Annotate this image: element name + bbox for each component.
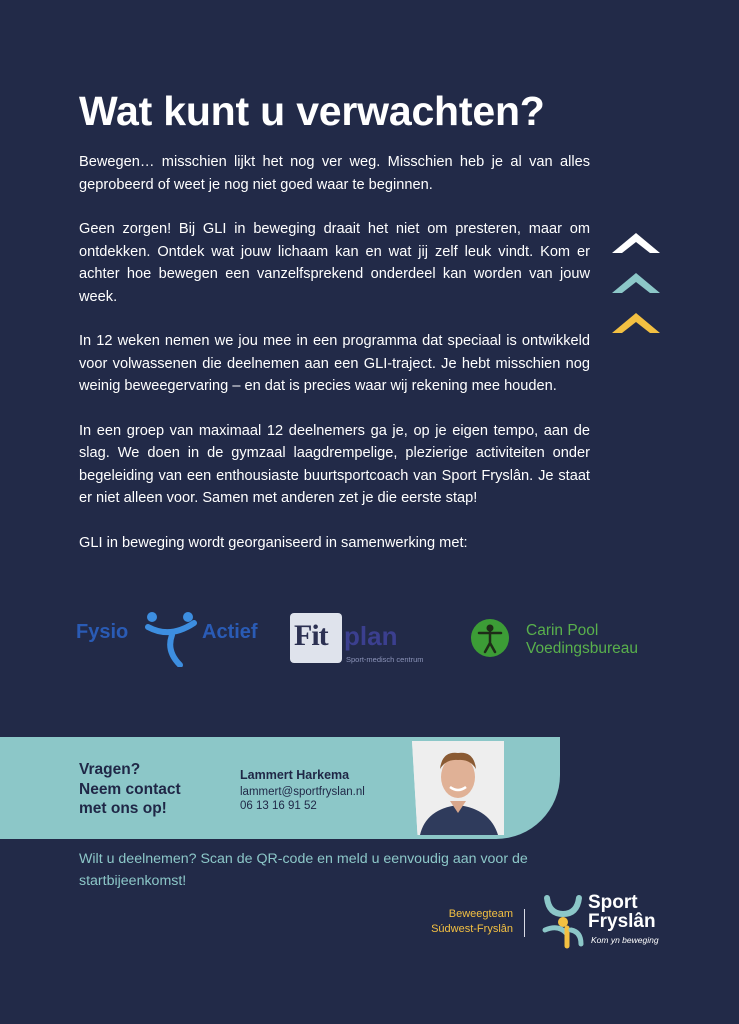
fitplan-logo	[290, 613, 460, 669]
fitplan-plan-text: plan	[344, 621, 398, 651]
contact-phone[interactable]: 06 13 16 91 52	[240, 800, 317, 812]
contact-details	[240, 768, 365, 813]
chevron-up-teal-icon	[612, 271, 660, 293]
contact-question	[79, 760, 219, 819]
actief-text: Actief	[202, 621, 258, 643]
paragraph: Bewegen… misschien lijkt het nog ver weg. Misschien heb je al van alles geprobeerd of weet je nog niet goed waar te beginnen.	[79, 154, 590, 193]
carin-subtitle: Voedingsbureau	[526, 640, 639, 657]
brand-sport: Sport	[588, 892, 638, 913]
carin-name: Carin Pool	[526, 622, 599, 639]
carin-pool-logo	[471, 619, 661, 659]
question-line: met ons op!	[79, 800, 167, 817]
fitplan-subtitle: Sport-medisch centrum	[346, 655, 424, 664]
carin-figure-icon	[471, 619, 509, 657]
fitplan-fit-text: Fit	[294, 619, 328, 652]
chevron-up-white-icon	[612, 231, 660, 253]
contact-email[interactable]: lammert@sportfryslan.nl	[240, 786, 365, 798]
cta-text: Wilt u deelnemen? Scan de QR-code en meld u eenvoudig aan voor de startbijeenkomst!	[79, 851, 528, 889]
sport-fryslan-logo	[541, 890, 671, 952]
team-line: Beweegteam	[448, 908, 513, 920]
paragraph: Geen zorgen! Bij GLI in beweging draait het niet om presteren, maar om ontdekken. Ontdek wat jouw lichaam kan en wat jij zelf leuk vindt. Kom er achter hoe bewegen een vanzelfsprekend onderdeel kan worden van jouw week.	[79, 221, 590, 305]
paragraph: In 12 weken nemen we jou mee in een programma dat speciaal is ontwikkeld voor volwassenen die deelnemen aan een GLI-traject. Je hebt misschien nog weinig beweegervaring – en dat is precies waar wij rekening mee houden.	[79, 333, 590, 394]
chevron-stack	[612, 231, 660, 333]
brand-tagline: Kom yn beweging	[591, 935, 659, 945]
fitplan-box	[290, 613, 342, 663]
footer-divider	[524, 909, 525, 937]
fysio-figure-icon	[144, 609, 200, 667]
chevron-up-yellow-icon	[612, 311, 660, 333]
body-text	[79, 151, 590, 554]
team-line: Súdwest-Fryslân	[431, 923, 513, 935]
fysio-actief-logo	[76, 609, 272, 667]
brand-fryslan: Fryslân	[588, 911, 656, 932]
contact-name: Lammert Harkema	[240, 768, 350, 782]
question-line: Vragen?	[79, 761, 141, 778]
sport-fryslan-figure-icon	[541, 894, 585, 950]
partners-intro: GLI in beweging wordt georganiseerd in samenwerking met:	[79, 534, 468, 551]
beweegteam-label	[413, 907, 513, 937]
fysio-text: Fysio	[76, 621, 129, 643]
paragraph: In een groep van maximaal 12 deelnemers ga je, op je eigen tempo, aan de slag. We doen in de gymzaal laagdrempelige, plezierige activiteiten onder begeleiding van een enthousiaste buurtsportcoach van Sport Fryslân. Je staat er niet alleen voor. Samen met anderen zet je die eerste stap!	[79, 422, 590, 506]
page-title: Wat kunt u verwachten?	[79, 88, 545, 134]
question-line: Neem contact	[79, 780, 181, 798]
contact-photo	[412, 741, 504, 835]
